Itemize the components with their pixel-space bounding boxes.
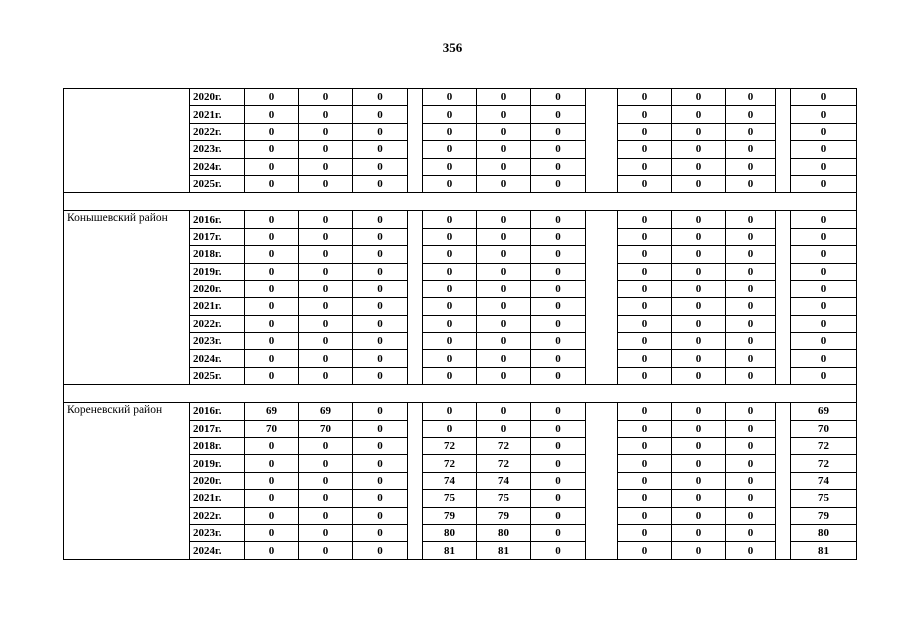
value-cell: 0 <box>353 280 408 297</box>
value-cell: 0 <box>245 89 299 106</box>
value-cell: 0 <box>726 524 776 541</box>
value-cell: 0 <box>726 246 776 263</box>
value-cell: 0 <box>299 280 353 297</box>
year-cell: 2020г. <box>190 280 245 297</box>
value-cell: 0 <box>245 524 299 541</box>
gap-cell <box>408 89 423 193</box>
value-cell: 0 <box>423 211 477 228</box>
value-cell: 0 <box>353 89 408 106</box>
year-cell: 2018г. <box>190 438 245 455</box>
value-cell: 0 <box>245 472 299 489</box>
page-number: 356 <box>442 40 463 55</box>
value-cell: 0 <box>672 298 726 315</box>
value-cell: 0 <box>353 542 408 559</box>
value-cell: 0 <box>791 123 857 140</box>
year-cell: 2025г. <box>190 367 245 384</box>
value-cell: 0 <box>791 175 857 192</box>
value-cell: 0 <box>618 333 672 350</box>
value-cell: 0 <box>531 472 586 489</box>
value-cell: 0 <box>531 455 586 472</box>
value-cell: 0 <box>531 350 586 367</box>
value-cell: 0 <box>618 263 672 280</box>
value-cell: 0 <box>299 333 353 350</box>
value-cell: 72 <box>423 438 477 455</box>
value-cell: 0 <box>672 490 726 507</box>
value-cell: 0 <box>299 228 353 245</box>
value-cell: 0 <box>245 106 299 123</box>
value-cell: 0 <box>353 367 408 384</box>
value-cell: 0 <box>353 298 408 315</box>
value-cell: 0 <box>423 175 477 192</box>
value-cell: 0 <box>618 141 672 158</box>
region-name-cell <box>64 89 190 193</box>
value-cell: 0 <box>423 280 477 297</box>
value-cell: 0 <box>726 333 776 350</box>
value-cell: 0 <box>477 263 531 280</box>
value-cell: 0 <box>672 158 726 175</box>
value-cell: 70 <box>245 420 299 437</box>
value-cell: 79 <box>423 507 477 524</box>
value-cell: 0 <box>791 89 857 106</box>
value-cell: 0 <box>672 403 726 420</box>
value-cell: 0 <box>477 89 531 106</box>
value-cell: 81 <box>423 542 477 559</box>
value-cell: 0 <box>726 106 776 123</box>
value-cell: 0 <box>477 246 531 263</box>
value-cell: 0 <box>672 420 726 437</box>
gap-cell <box>776 403 791 560</box>
value-cell: 0 <box>245 123 299 140</box>
value-cell: 0 <box>477 175 531 192</box>
value-cell: 0 <box>423 263 477 280</box>
value-cell: 0 <box>245 246 299 263</box>
year-cell: 2022г. <box>190 315 245 332</box>
value-cell: 0 <box>618 211 672 228</box>
value-cell: 79 <box>477 507 531 524</box>
value-cell: 0 <box>618 280 672 297</box>
value-cell: 0 <box>726 89 776 106</box>
value-cell: 0 <box>726 298 776 315</box>
value-cell: 72 <box>477 438 531 455</box>
value-cell: 0 <box>245 490 299 507</box>
value-cell: 0 <box>245 315 299 332</box>
value-cell: 0 <box>477 123 531 140</box>
value-cell: 0 <box>672 315 726 332</box>
value-cell: 0 <box>531 403 586 420</box>
value-cell: 0 <box>672 263 726 280</box>
value-cell: 0 <box>353 246 408 263</box>
value-cell: 0 <box>531 175 586 192</box>
value-cell: 0 <box>726 211 776 228</box>
value-cell: 0 <box>726 175 776 192</box>
value-cell: 0 <box>726 280 776 297</box>
value-cell: 0 <box>423 141 477 158</box>
value-cell: 0 <box>672 507 726 524</box>
value-cell: 80 <box>791 524 857 541</box>
value-cell: 0 <box>423 367 477 384</box>
value-cell: 0 <box>477 280 531 297</box>
value-cell: 0 <box>618 455 672 472</box>
value-cell: 0 <box>618 315 672 332</box>
value-cell: 0 <box>726 123 776 140</box>
value-cell: 0 <box>245 455 299 472</box>
value-cell: 0 <box>477 350 531 367</box>
value-cell: 0 <box>791 106 857 123</box>
value-cell: 0 <box>245 158 299 175</box>
value-cell: 0 <box>245 298 299 315</box>
value-cell: 0 <box>353 350 408 367</box>
value-cell: 0 <box>353 403 408 420</box>
value-cell: 0 <box>672 367 726 384</box>
value-cell: 0 <box>299 455 353 472</box>
value-cell: 0 <box>618 123 672 140</box>
value-cell: 0 <box>299 507 353 524</box>
value-cell: 0 <box>726 472 776 489</box>
region-name-cell: Кореневский район <box>64 403 190 560</box>
value-cell: 0 <box>531 246 586 263</box>
value-cell: 0 <box>791 246 857 263</box>
value-cell: 0 <box>672 333 726 350</box>
separator-cell <box>64 385 857 403</box>
value-cell: 0 <box>531 141 586 158</box>
value-cell: 0 <box>353 211 408 228</box>
value-cell: 81 <box>791 542 857 559</box>
value-cell: 0 <box>353 438 408 455</box>
value-cell: 0 <box>618 228 672 245</box>
value-cell: 0 <box>477 315 531 332</box>
value-cell: 0 <box>423 89 477 106</box>
year-cell: 2024г. <box>190 350 245 367</box>
value-cell: 0 <box>531 280 586 297</box>
value-cell: 0 <box>245 438 299 455</box>
value-cell: 0 <box>618 420 672 437</box>
value-cell: 0 <box>618 350 672 367</box>
value-cell: 0 <box>672 350 726 367</box>
value-cell: 0 <box>299 472 353 489</box>
value-cell: 0 <box>353 420 408 437</box>
value-cell: 0 <box>531 524 586 541</box>
value-cell: 72 <box>791 438 857 455</box>
value-cell: 0 <box>423 403 477 420</box>
value-cell: 0 <box>245 228 299 245</box>
value-cell: 0 <box>618 524 672 541</box>
value-cell: 0 <box>299 298 353 315</box>
value-cell: 0 <box>423 333 477 350</box>
value-cell: 0 <box>726 315 776 332</box>
value-cell: 0 <box>791 228 857 245</box>
value-cell: 0 <box>299 211 353 228</box>
gap-cell <box>408 211 423 385</box>
value-cell: 0 <box>423 228 477 245</box>
value-cell: 0 <box>245 211 299 228</box>
value-cell: 0 <box>726 350 776 367</box>
value-cell: 0 <box>672 211 726 228</box>
value-cell: 0 <box>423 420 477 437</box>
value-cell: 0 <box>531 123 586 140</box>
value-cell: 0 <box>672 228 726 245</box>
value-cell: 0 <box>726 141 776 158</box>
value-cell: 0 <box>477 420 531 437</box>
section-separator <box>64 193 857 211</box>
year-cell: 2017г. <box>190 420 245 437</box>
value-cell: 0 <box>618 246 672 263</box>
value-cell: 0 <box>245 350 299 367</box>
value-cell: 0 <box>531 490 586 507</box>
value-cell: 0 <box>726 228 776 245</box>
value-cell: 69 <box>245 403 299 420</box>
value-cell: 0 <box>531 228 586 245</box>
value-cell: 0 <box>618 158 672 175</box>
value-cell: 0 <box>531 333 586 350</box>
table-row <box>64 89 857 106</box>
value-cell: 0 <box>726 367 776 384</box>
value-cell: 0 <box>299 123 353 140</box>
value-cell: 74 <box>423 472 477 489</box>
value-cell: 70 <box>791 420 857 437</box>
year-cell: 2021г. <box>190 106 245 123</box>
value-cell: 0 <box>791 158 857 175</box>
value-cell: 0 <box>672 175 726 192</box>
value-cell: 0 <box>672 106 726 123</box>
value-cell: 0 <box>299 542 353 559</box>
data-table <box>63 88 857 560</box>
gap-cell <box>586 89 618 193</box>
value-cell: 0 <box>353 158 408 175</box>
table-row <box>64 211 857 228</box>
value-cell: 0 <box>245 141 299 158</box>
value-cell: 0 <box>477 333 531 350</box>
year-cell: 2022г. <box>190 507 245 524</box>
value-cell: 0 <box>672 542 726 559</box>
value-cell: 0 <box>299 490 353 507</box>
year-cell: 2021г. <box>190 490 245 507</box>
value-cell: 0 <box>726 403 776 420</box>
region-name-cell: Конышевский район <box>64 211 190 385</box>
value-cell: 0 <box>353 507 408 524</box>
value-cell: 0 <box>353 333 408 350</box>
value-cell: 72 <box>791 455 857 472</box>
value-cell: 0 <box>477 211 531 228</box>
value-cell: 79 <box>791 507 857 524</box>
value-cell: 0 <box>299 524 353 541</box>
value-cell: 0 <box>299 106 353 123</box>
value-cell: 75 <box>791 490 857 507</box>
value-cell: 0 <box>245 175 299 192</box>
table-row <box>64 403 857 420</box>
value-cell: 0 <box>353 524 408 541</box>
value-cell: 0 <box>477 228 531 245</box>
gap-cell <box>586 403 618 560</box>
gap-cell <box>776 211 791 385</box>
year-cell: 2017г. <box>190 228 245 245</box>
year-cell: 2022г. <box>190 123 245 140</box>
value-cell: 0 <box>672 89 726 106</box>
value-cell: 0 <box>423 298 477 315</box>
year-cell: 2020г. <box>190 472 245 489</box>
value-cell: 0 <box>726 490 776 507</box>
value-cell: 0 <box>672 524 726 541</box>
year-cell: 2016г. <box>190 211 245 228</box>
value-cell: 74 <box>791 472 857 489</box>
gap-cell <box>408 403 423 560</box>
value-cell: 72 <box>477 455 531 472</box>
value-cell: 0 <box>299 263 353 280</box>
value-cell: 0 <box>618 507 672 524</box>
value-cell: 0 <box>618 490 672 507</box>
value-cell: 0 <box>353 490 408 507</box>
value-cell: 0 <box>477 367 531 384</box>
value-cell: 0 <box>531 211 586 228</box>
value-cell: 69 <box>791 403 857 420</box>
value-cell: 75 <box>423 490 477 507</box>
value-cell: 0 <box>299 315 353 332</box>
value-cell: 69 <box>299 403 353 420</box>
value-cell: 0 <box>672 280 726 297</box>
value-cell: 0 <box>531 89 586 106</box>
value-cell: 0 <box>791 298 857 315</box>
value-cell: 80 <box>477 524 531 541</box>
year-cell: 2020г. <box>190 89 245 106</box>
value-cell: 0 <box>353 123 408 140</box>
value-cell: 0 <box>531 420 586 437</box>
value-cell: 0 <box>353 315 408 332</box>
value-cell: 0 <box>353 106 408 123</box>
value-cell: 75 <box>477 490 531 507</box>
value-cell: 0 <box>672 123 726 140</box>
value-cell: 0 <box>618 542 672 559</box>
value-cell: 0 <box>618 472 672 489</box>
value-cell: 0 <box>423 350 477 367</box>
value-cell: 0 <box>726 158 776 175</box>
value-cell: 0 <box>299 141 353 158</box>
value-cell: 0 <box>299 350 353 367</box>
value-cell: 0 <box>245 507 299 524</box>
value-cell: 0 <box>531 106 586 123</box>
value-cell: 0 <box>618 106 672 123</box>
value-cell: 0 <box>245 542 299 559</box>
value-cell: 0 <box>531 298 586 315</box>
value-cell: 0 <box>245 263 299 280</box>
gap-cell <box>586 211 618 385</box>
value-cell: 0 <box>791 315 857 332</box>
value-cell: 0 <box>245 367 299 384</box>
value-cell: 0 <box>353 228 408 245</box>
value-cell: 0 <box>299 246 353 263</box>
value-cell: 0 <box>423 123 477 140</box>
value-cell: 0 <box>791 350 857 367</box>
year-cell: 2025г. <box>190 175 245 192</box>
year-cell: 2024г. <box>190 158 245 175</box>
value-cell: 0 <box>618 367 672 384</box>
year-cell: 2019г. <box>190 263 245 280</box>
value-cell: 0 <box>531 315 586 332</box>
value-cell: 0 <box>618 175 672 192</box>
year-cell: 2024г. <box>190 542 245 559</box>
value-cell: 0 <box>531 367 586 384</box>
value-cell: 0 <box>672 472 726 489</box>
value-cell: 0 <box>299 89 353 106</box>
value-cell: 0 <box>245 333 299 350</box>
value-cell: 0 <box>299 158 353 175</box>
value-cell: 0 <box>672 246 726 263</box>
value-cell: 0 <box>791 211 857 228</box>
year-cell: 2023г. <box>190 141 245 158</box>
separator-cell <box>64 193 857 211</box>
value-cell: 0 <box>245 280 299 297</box>
value-cell: 0 <box>299 175 353 192</box>
value-cell: 0 <box>531 542 586 559</box>
value-cell: 0 <box>353 263 408 280</box>
value-cell: 0 <box>531 263 586 280</box>
value-cell: 0 <box>791 141 857 158</box>
value-cell: 0 <box>726 507 776 524</box>
value-cell: 0 <box>353 175 408 192</box>
value-cell: 0 <box>726 542 776 559</box>
value-cell: 0 <box>299 438 353 455</box>
value-cell: 72 <box>423 455 477 472</box>
value-cell: 0 <box>353 455 408 472</box>
value-cell: 0 <box>726 420 776 437</box>
value-cell: 0 <box>531 158 586 175</box>
value-cell: 74 <box>477 472 531 489</box>
value-cell: 0 <box>423 158 477 175</box>
value-cell: 0 <box>477 141 531 158</box>
value-cell: 0 <box>531 438 586 455</box>
value-cell: 0 <box>791 367 857 384</box>
value-cell: 0 <box>672 438 726 455</box>
section-separator <box>64 385 857 403</box>
value-cell: 0 <box>353 472 408 489</box>
value-cell: 0 <box>477 403 531 420</box>
year-cell: 2021г. <box>190 298 245 315</box>
value-cell: 0 <box>423 246 477 263</box>
value-cell: 0 <box>477 158 531 175</box>
value-cell: 0 <box>791 280 857 297</box>
value-cell: 0 <box>672 455 726 472</box>
year-cell: 2018г. <box>190 246 245 263</box>
value-cell: 0 <box>477 298 531 315</box>
year-cell: 2019г. <box>190 455 245 472</box>
value-cell: 0 <box>618 298 672 315</box>
value-cell: 0 <box>477 106 531 123</box>
value-cell: 81 <box>477 542 531 559</box>
value-cell: 0 <box>423 315 477 332</box>
value-cell: 0 <box>618 403 672 420</box>
value-cell: 0 <box>726 263 776 280</box>
value-cell: 0 <box>672 141 726 158</box>
value-cell: 0 <box>531 507 586 524</box>
value-cell: 0 <box>791 263 857 280</box>
value-cell: 0 <box>726 438 776 455</box>
gap-cell <box>776 89 791 193</box>
value-cell: 0 <box>353 141 408 158</box>
value-cell: 70 <box>299 420 353 437</box>
value-cell: 80 <box>423 524 477 541</box>
value-cell: 0 <box>618 438 672 455</box>
value-cell: 0 <box>299 367 353 384</box>
value-cell: 0 <box>791 333 857 350</box>
year-cell: 2023г. <box>190 333 245 350</box>
value-cell: 0 <box>726 455 776 472</box>
value-cell: 0 <box>423 106 477 123</box>
year-cell: 2016г. <box>190 403 245 420</box>
value-cell: 0 <box>618 89 672 106</box>
year-cell: 2023г. <box>190 524 245 541</box>
